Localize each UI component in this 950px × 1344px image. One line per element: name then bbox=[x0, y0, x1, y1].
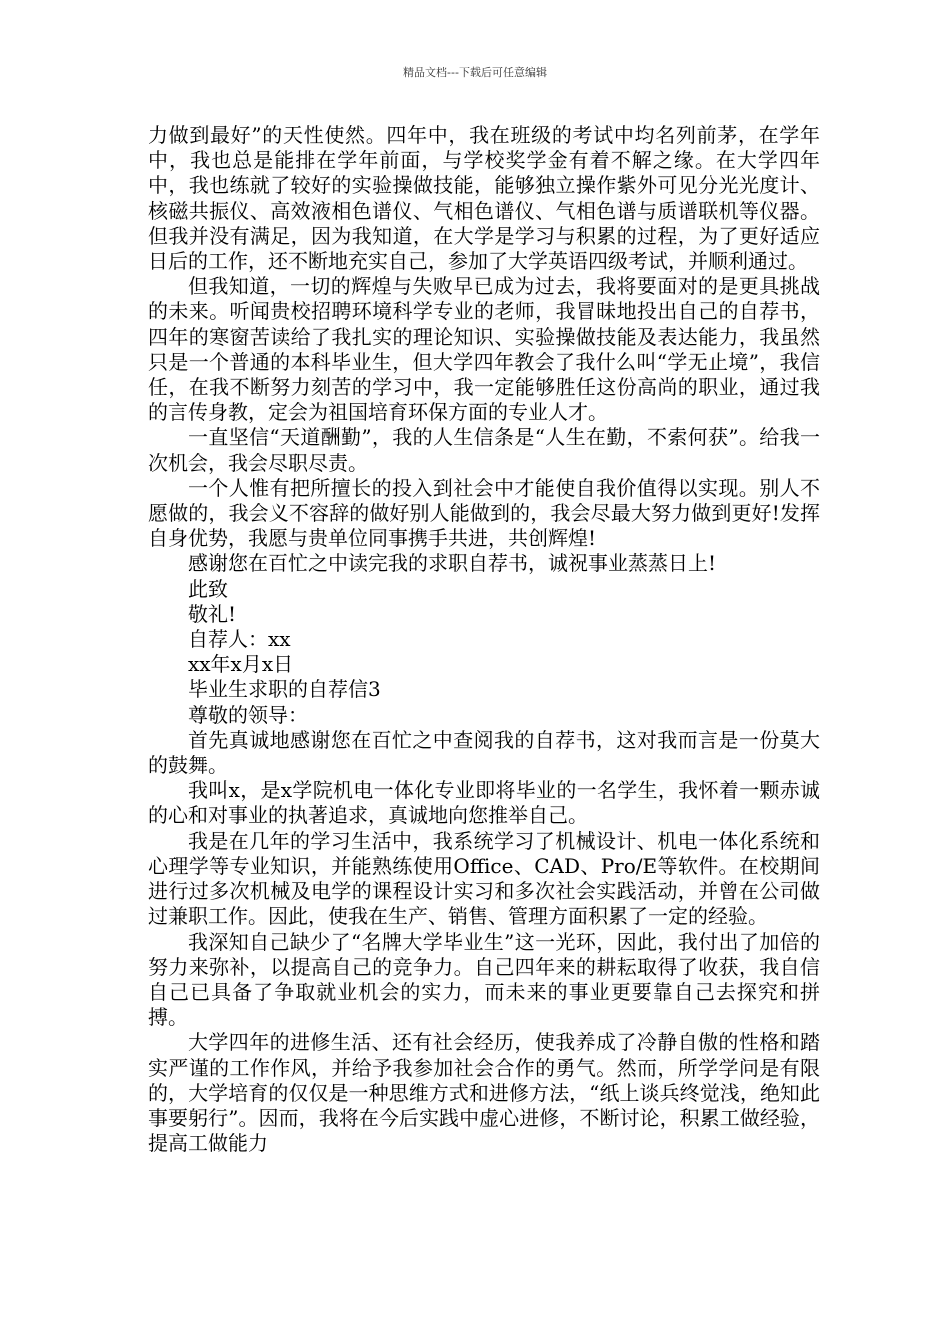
closing-regards: 敬礼! bbox=[188, 601, 237, 626]
paragraph-thanks: 首先真诚地感谢您在百忙之中查阅我的自荐书，这对我而言是一份莫大的鼓舞。 bbox=[148, 727, 820, 778]
closing-thanks: 感谢您在百忙之中读完我的求职自荐书，诚祝事业蒸蒸日上! bbox=[188, 551, 717, 576]
section-title: 毕业生求职的自荐信3 bbox=[188, 677, 381, 702]
paragraph-value: 一个人惟有把所擅长的投入到社会中才能使自我价值得以实现。别人不愿做的，我会义不容辞的做好别人能做到的，我会尽最大努力做到更好!发挥自身优势，我愿与贵单位同事携手共进，共创辉煌! bbox=[148, 475, 820, 551]
paragraph-future: 但我知道，一切的辉煌与失败早已成为过去，我将要面对的是更具挑战的未来。听闻贵校招聘环境科学专业的老师，我冒昧地投出自己的自荐书，四年的寒窗苦读给了我扎实的理论知识、实验操做技能及表达能力，我虽然只是一个普通的本科毕业生，但大学四年教会了我什么叫“学无止境”，我信任，在我不断努力刻苦的学习中，我一定能够胜任这份高尚的职业，通过我的言传身教，定会为祖国培育环保方面的专业人才。 bbox=[148, 274, 820, 425]
paragraph-effort: 我深知自己缺少了“名牌大学毕业生”这一光环，因此，我付出了加倍的努力来弥补，以提高自己的竞争力。自己四年来的耕耘取得了收获，我自信自己已具备了争取就业机会的实力，而未来的事业更要靠自己去探究和拼搏。 bbox=[148, 929, 820, 1030]
paragraph-continuation: 力做到最好”的天性使然。四年中，我在班级的考试中均名列前茅，在学年中，我也总是能排在学年前面，与学校奖学金有着不解之缘。在大学四年中，我也练就了较好的实验操做技能，能够独立操作紫外可见分光光度计、核磁共振仪、高效液相色谱仪、气相色谱仪、气相色谱与质谱联机等仪器。但我并没有满足，因为我知道，在大学是学习与积累的过程，为了更好适应日后的工作，还不断地充实自己，参加了大学英语四级考试，并顺利通过。 bbox=[148, 123, 820, 274]
paragraph-motto: 一直坚信“天道酬勤”，我的人生信条是“人生在勤，不索何获”。给我一次机会，我会尽职尽责。 bbox=[148, 425, 820, 475]
page-header: 精品文档---下载后可任意编辑 bbox=[403, 66, 547, 79]
paragraph-skills: 我是在几年的学习生活中，我系统学习了机械设计、机电一体化系统和心理学等专业知识，并能熟练使用Office、CAD、Pro/E等软件。在校期间进行过多次机械及电学的课程设计实习和多次社会实践活动，并曾在公司做过兼职工作。因此，使我在生产、销售、管理方面积累了一定的经验。 bbox=[148, 828, 820, 929]
closing-salutation: 此致 bbox=[188, 576, 228, 601]
paragraph-study: 大学四年的进修生活、还有社会经历，使我养成了冷静自傲的性格和踏实严谨的工作作风，并给予我参加社会合作的勇气。然而，所学学问是有限的，大学培育的仅仅是一种思维方式和进修方法，“纸上谈兵终觉浅，绝知此事要躬行”。因而，我将在今后实践中虚心进修，不断讨论，积累工做经验，提高工做能力 bbox=[148, 1030, 820, 1156]
signature-date: xx年x月x日 bbox=[188, 652, 294, 677]
greeting: 尊敬的领导： bbox=[188, 702, 308, 727]
paragraph-intro: 我叫x，是x学院机电一体化专业即将毕业的一名学生，我怀着一颗赤诚的心和对事业的执著追求，真诚地向您推举自己。 bbox=[148, 778, 820, 828]
document-body bbox=[148, 123, 820, 1156]
signature: 自荐人：xx bbox=[188, 627, 291, 652]
